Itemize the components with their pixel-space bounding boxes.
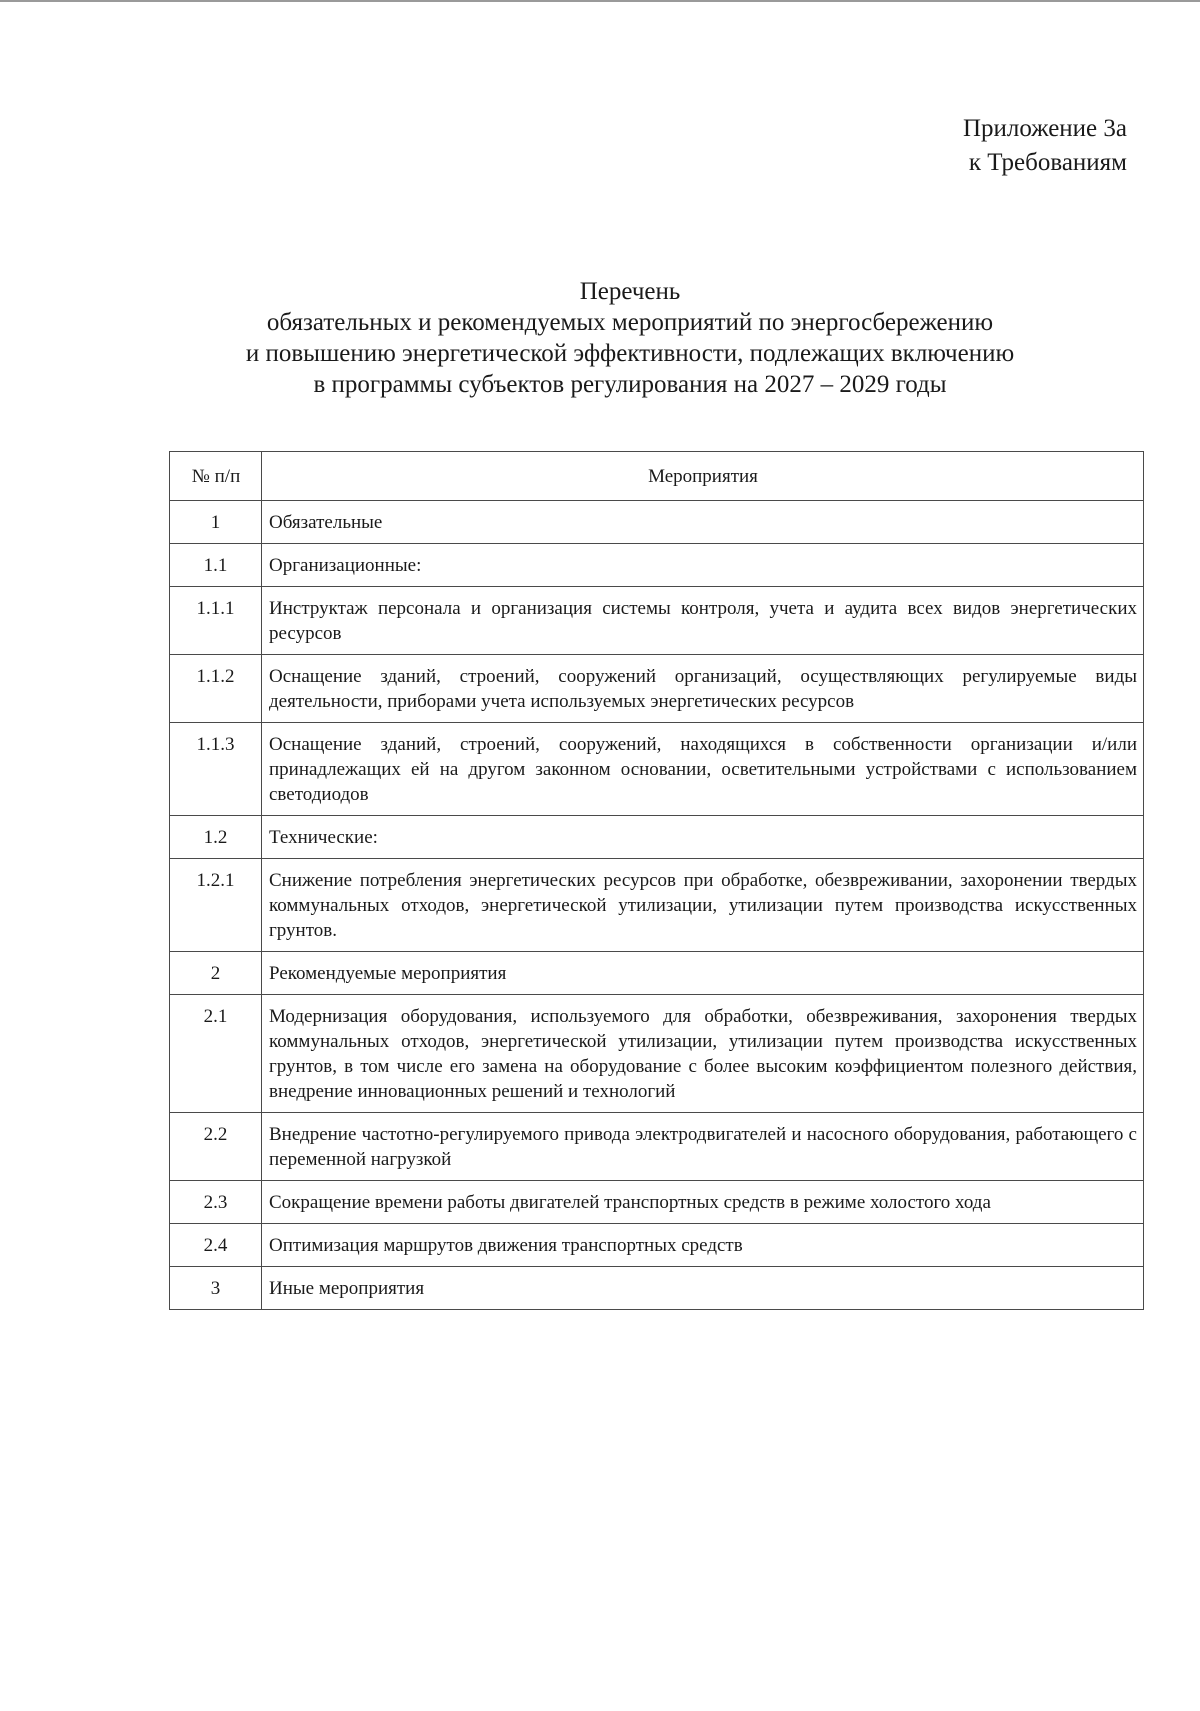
table-row (170, 952, 1144, 995)
table-row (170, 859, 1144, 952)
appendix-reference (963, 112, 1127, 180)
row-measure: Сокращение времени работы двигателей транспортных средств в режиме холостого хода (262, 1181, 1144, 1224)
row-number: 1.1 (170, 544, 262, 587)
table-row (170, 1267, 1144, 1310)
header-measures: Мероприятия (262, 452, 1144, 501)
table-row (170, 655, 1144, 723)
row-number: 1.2.1 (170, 859, 262, 952)
table-row (170, 544, 1144, 587)
title-line-1: Перечень (579, 278, 681, 305)
row-number: 1.2 (170, 816, 262, 859)
document-title (150, 276, 1110, 400)
appendix-line-1: Приложение 3а (962, 115, 1127, 142)
table-row (170, 1181, 1144, 1224)
table-row (170, 995, 1144, 1113)
row-measure: Оснащение зданий, строений, сооружений, находящихся в собственности организации и/или принадлежащих ей на другом законном основании, осветительными устройствами с использованием светодиодов (262, 723, 1144, 816)
row-number: 2.4 (170, 1224, 262, 1267)
table-header-row (170, 452, 1144, 501)
row-measure: Технические: (262, 816, 1144, 859)
row-measure: Обязательные (262, 501, 1144, 544)
row-measure: Организационные: (262, 544, 1144, 587)
table-row (170, 1113, 1144, 1181)
row-number: 1.1.3 (170, 723, 262, 816)
table-row (170, 1224, 1144, 1267)
table-row (170, 816, 1144, 859)
header-number: № п/п (170, 452, 262, 501)
row-number: 2 (170, 952, 262, 995)
row-number: 2.2 (170, 1113, 262, 1181)
row-number: 2.3 (170, 1181, 262, 1224)
row-measure: Внедрение частотно-регулируемого привода электродвигателей и насосного оборудования, работающего с переменной нагрузкой (262, 1113, 1144, 1181)
row-measure: Модернизация оборудования, используемого для обработки, обезвреживания, захоронения твердых коммунальных отходов, энергетической утилизации, утилизации путем производства искусственных грунтов, в том числе его замена на оборудование с более высоким коэффициентом полезного действия, внедрение инновационных решений и технологий (262, 995, 1144, 1113)
row-measure: Снижение потребления энергетических ресурсов при обработке, обезвреживании, захоронении твердых коммунальных отходов, энергетической утилизации, утилизации путем производства искусственных грунтов. (262, 859, 1144, 952)
title-line-4: в программы субъектов регулирования на 2027 – 2029 годы (313, 371, 947, 398)
table-row (170, 501, 1144, 544)
appendix-line-2: к Требованиям (968, 149, 1127, 176)
row-number: 3 (170, 1267, 262, 1310)
row-number: 1.1.1 (170, 587, 262, 655)
measures-table (169, 451, 1144, 1310)
title-line-2: обязательных и рекомендуемых мероприятий по энергосбережению (266, 309, 994, 336)
row-number: 1.1.2 (170, 655, 262, 723)
row-measure: Иные мероприятия (262, 1267, 1144, 1310)
row-measure: Оснащение зданий, строений, сооружений организаций, осуществляющих регулируемые виды деятельности, приборами учета используемых энергетических ресурсов (262, 655, 1144, 723)
table-row (170, 723, 1144, 816)
row-measure: Рекомендуемые мероприятия (262, 952, 1144, 995)
row-number: 1 (170, 501, 262, 544)
table-row (170, 587, 1144, 655)
row-number: 2.1 (170, 995, 262, 1113)
page-top-rule (0, 0, 1200, 2)
row-measure: Оптимизация маршрутов движения транспортных средств (262, 1224, 1144, 1267)
row-measure: Инструктаж персонала и организация системы контроля, учета и аудита всех видов энергетических ресурсов (262, 587, 1144, 655)
title-line-3: и повышению энергетической эффективности, подлежащих включению (245, 340, 1015, 367)
